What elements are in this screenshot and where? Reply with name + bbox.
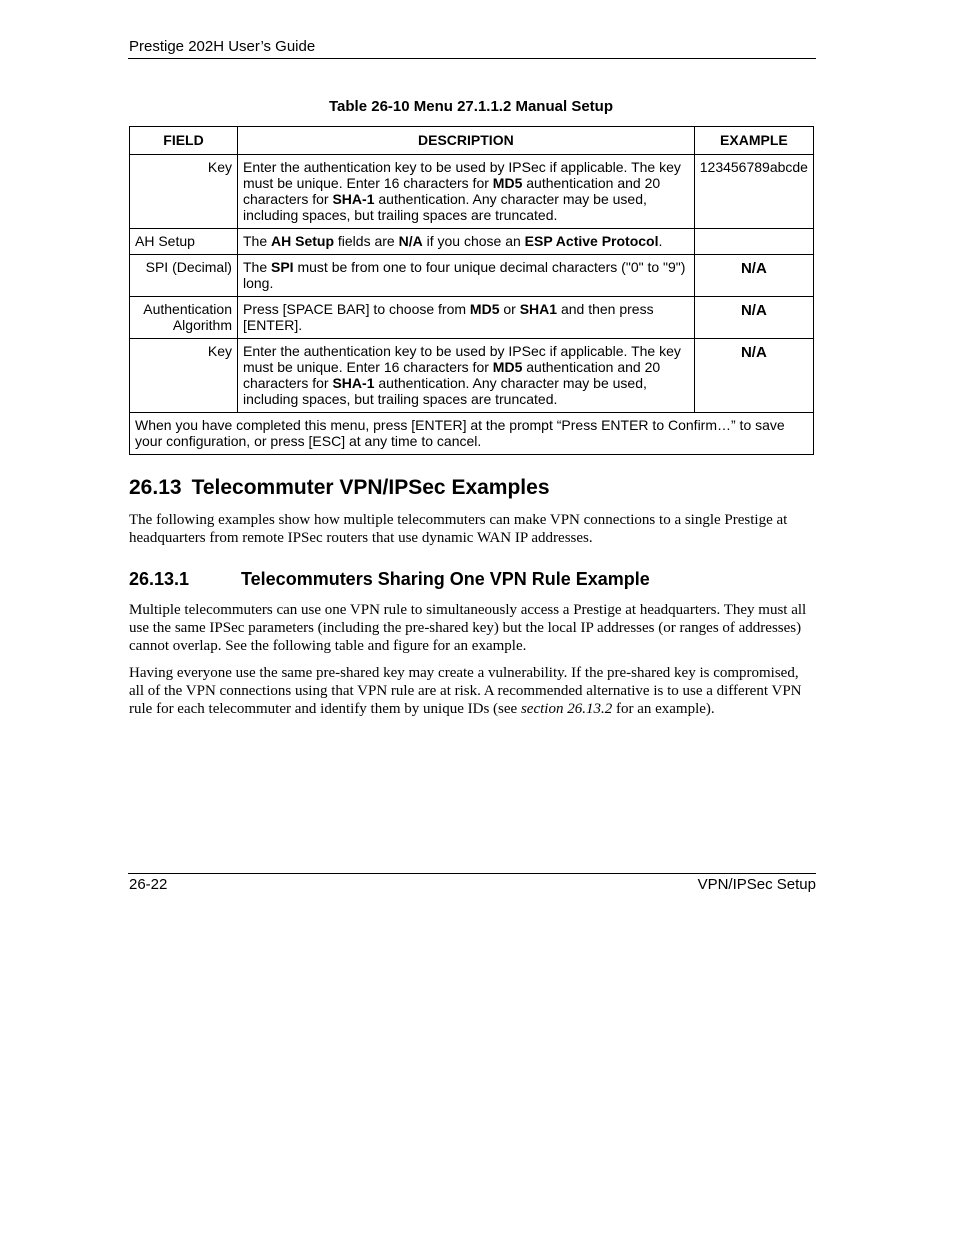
example-cell: N/A xyxy=(694,297,813,339)
section-reference-link: section 26.13.2 xyxy=(520,701,613,717)
column-header-field: FIELD xyxy=(130,127,238,155)
desc-text: The xyxy=(242,233,271,249)
desc-bold: N/A xyxy=(398,233,423,249)
field-cell: Key xyxy=(130,155,238,229)
table-row xyxy=(130,229,814,255)
desc-bold: ESP Active Protocol xyxy=(524,233,659,249)
table-row xyxy=(130,297,814,339)
desc-text: Enter the authentication key to be used by IPSec if applicable. The key must be unique. Enter 16 characters for xyxy=(242,343,681,375)
description-cell xyxy=(237,339,694,413)
column-header-example: EXAMPLE xyxy=(694,127,813,155)
column-header-description: DESCRIPTION xyxy=(237,127,694,155)
manual-setup-table xyxy=(129,126,814,455)
description-cell xyxy=(237,255,694,297)
example-cell xyxy=(694,229,813,255)
page-number: 26-22 xyxy=(129,876,168,893)
subsection-paragraph-2 xyxy=(129,664,817,718)
subsection-heading xyxy=(129,569,650,590)
table-row xyxy=(130,339,814,413)
desc-text: if you chose an xyxy=(422,233,525,249)
example-cell: N/A xyxy=(694,255,813,297)
desc-text: authentication. Any character may be used, including spaces, but trailing spaces are truncated. xyxy=(242,191,647,223)
example-cell: N/A xyxy=(694,339,813,413)
description-cell xyxy=(237,229,694,255)
desc-bold: SHA-1 xyxy=(332,191,375,207)
description-cell xyxy=(237,155,694,229)
desc-text: and then press [ENTER]. xyxy=(242,301,654,333)
desc-bold: MD5 xyxy=(492,359,523,375)
desc-text: Press [SPACE BAR] to choose from xyxy=(242,301,470,317)
guide-title: Prestige 202H User’s Guide xyxy=(129,38,316,55)
chapter-name: VPN/IPSec Setup xyxy=(697,876,816,893)
desc-bold: MD5 xyxy=(492,175,523,191)
desc-text: fields are xyxy=(334,233,399,249)
subsection-paragraph-1: Multiple telecommuters can use one VPN rule to simultaneously access a Prestige at headquarters. They must all use the same IPSec parameters (including the pre-shared key) but the local IP addresses (or ranges of addresses) cannot overlap. See the following table and figure for an example. xyxy=(129,602,807,654)
table-header-row xyxy=(130,127,814,155)
desc-text: The xyxy=(242,259,271,275)
table-caption: Table 26-10 Menu 27.1.1.2 Manual Setup xyxy=(329,98,613,115)
field-cell: Key xyxy=(130,339,238,413)
desc-text: . xyxy=(658,233,663,249)
table-row xyxy=(130,155,814,229)
table-footer-row xyxy=(130,413,814,455)
desc-text: or xyxy=(499,301,520,317)
desc-text: authentication and 20 characters for xyxy=(242,175,661,207)
table-footer-note: When you have completed this menu, press [ENTER] at the prompt “Press ENTER to Confirm…” to save your configuration, or press [ESC] at any time to cancel. xyxy=(130,413,814,455)
subsection-number: 26.13.1 xyxy=(129,569,190,589)
example-cell: 123456789abcde xyxy=(694,155,813,229)
desc-bold: MD5 xyxy=(469,301,500,317)
section-number: 26.13 xyxy=(129,476,182,499)
subsection-title: Telecommuters Sharing One VPN Rule Example xyxy=(241,569,650,589)
field-cell: SPI (Decimal) xyxy=(130,255,238,297)
table-row xyxy=(130,255,814,297)
desc-text: authentication. Any character may be used, including spaces, but trailing spaces are truncated. xyxy=(242,375,647,407)
section-title: Telecommuter VPN/IPSec Examples xyxy=(191,476,550,499)
field-cell: Authentication Algorithm xyxy=(130,297,238,339)
paragraph-text: for an example). xyxy=(612,701,715,717)
paragraph-text: Having everyone use the same pre-shared key may create a vulnerability. If the pre-shared key is compromised, all of the VPN connections using that VPN rule are at risk. A recommended alternative is to use a different VPN rule for each telecommuter and identify them by unique IDs (see xyxy=(129,665,802,717)
description-cell xyxy=(237,297,694,339)
desc-bold: SPI xyxy=(271,259,294,275)
desc-bold: SHA1 xyxy=(519,301,558,317)
section-intro-paragraph: The following examples show how multiple telecommuters can make VPN connections to a single Prestige at headquarters from remote IPSec routers that use dynamic WAN IP addresses. xyxy=(129,512,788,546)
page-footer xyxy=(128,873,816,896)
section-heading xyxy=(129,476,550,500)
desc-text: must be from one to four unique decimal characters ("0" to "9") long. xyxy=(242,259,686,291)
field-cell: AH Setup xyxy=(130,229,238,255)
page-header xyxy=(128,37,816,59)
desc-bold: SHA-1 xyxy=(332,375,375,391)
desc-bold: AH Setup xyxy=(271,233,334,249)
desc-text: Enter the authentication key to be used by IPSec if applicable. The key must be unique. Enter 16 characters for xyxy=(242,159,681,191)
desc-text: authentication and 20 characters for xyxy=(242,359,661,391)
